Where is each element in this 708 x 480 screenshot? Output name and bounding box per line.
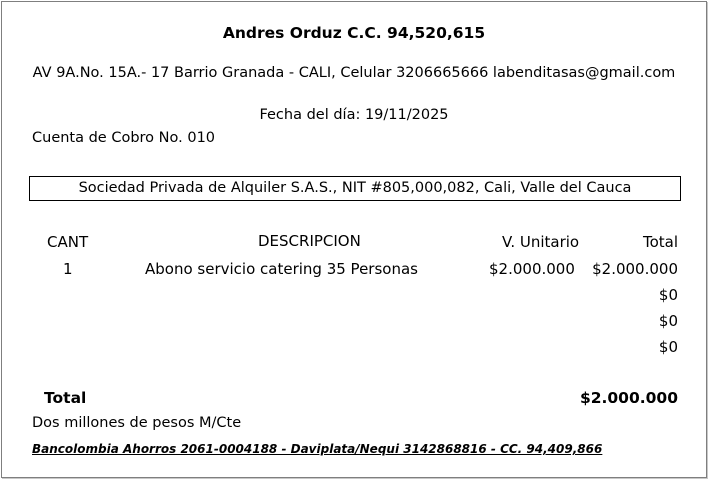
row-total: $2.000.000 [592, 260, 678, 278]
client-info: Sociedad Privada de Alquiler S.A.S., NIT #805,000,082, Cali, Valle del Cauca [78, 180, 632, 196]
row-total: $0 [658, 286, 678, 304]
column-header-description: DESCRIPCION [258, 232, 361, 250]
row-total: $0 [658, 338, 678, 356]
client-box [29, 176, 681, 201]
row-description: Abono servicio catering 35 Personas [145, 260, 418, 278]
column-header-qty: CANT [47, 233, 89, 251]
bank-info: Bancolombia Ahorros 2061-0004188 - Daviplata/Nequi 3142868816 - CC. 94,409,866 [32, 442, 603, 456]
total-value: $2.000.000 [579, 389, 678, 407]
row-unit-price: $2.000.000 [489, 260, 575, 278]
issuer-address: AV 9A.No. 15A.- 17 Barrio Granada - CALI, Celular 3206665666 labenditasas@gmail.com [32, 65, 676, 81]
amount-in-words: Dos millones de pesos M/Cte [32, 415, 242, 431]
column-header-unit-price: V. Unitario [502, 233, 580, 251]
invoice-number: Cuenta de Cobro No. 010 [32, 130, 216, 146]
row-total: $0 [658, 312, 678, 330]
total-label: Total [44, 389, 87, 407]
column-header-total: Total [642, 233, 678, 251]
invoice-date: Fecha del día: 19/11/2025 [259, 107, 449, 123]
issuer-name: Andres Orduz C.C. 94,520,615 [222, 24, 486, 42]
invoice-document [1, 1, 707, 478]
row-qty: 1 [63, 260, 73, 278]
